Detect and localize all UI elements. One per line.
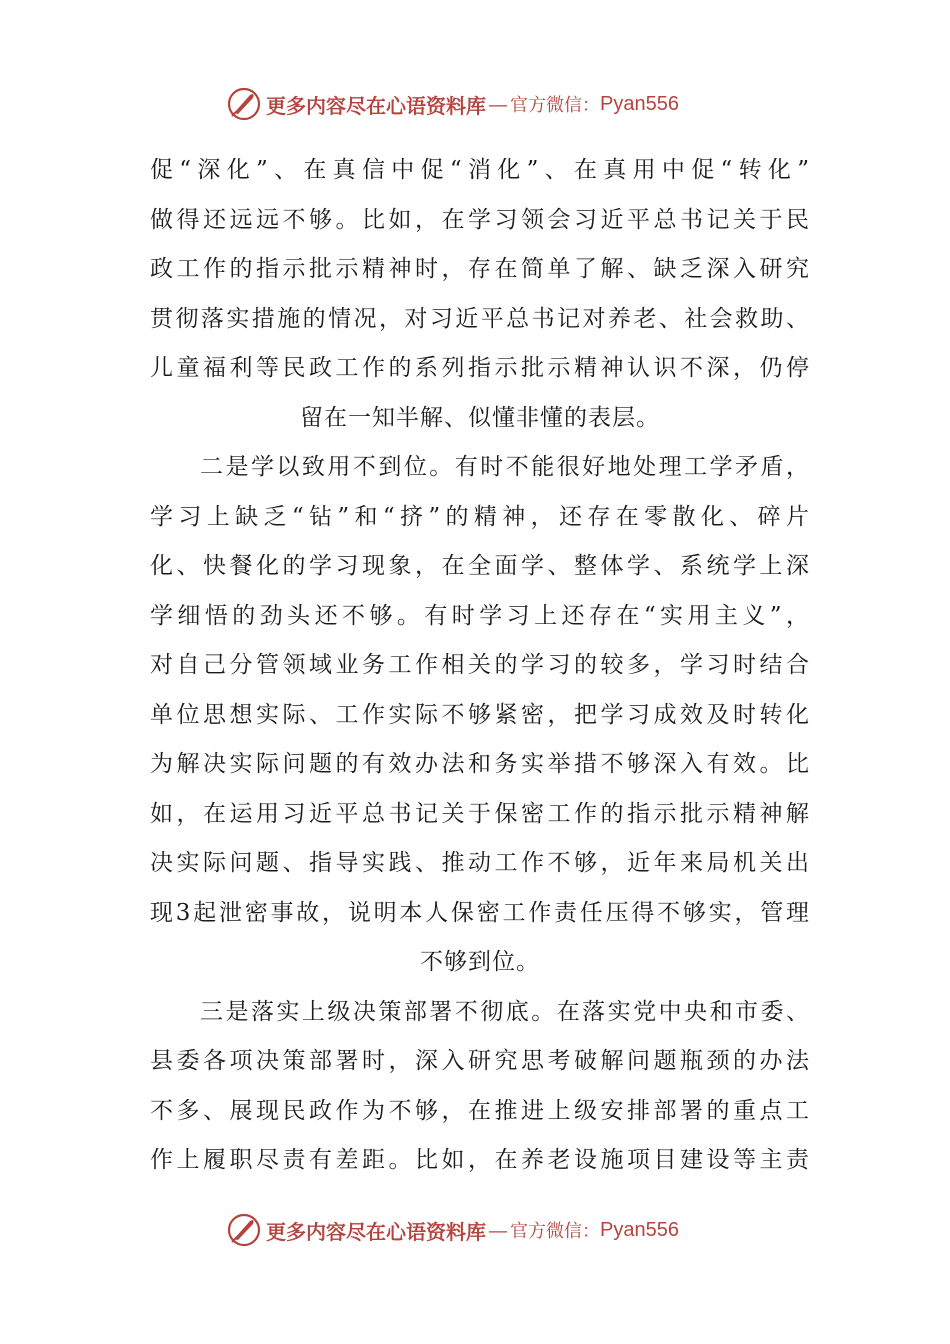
text-line: 留在一知半解、似懂非懂的表层。 [300,404,660,431]
text-line: 现3起泄密事故，说明本人保密工作责任压得不够实，管理 [150,899,810,926]
text-line: 县委各项决策部署时，深入研究思考破解问题瓶颈的办法 [150,1048,810,1074]
paragraph-heading-line: 三是落实上级决策部署不彻底。在落实党中央和市委、 [200,998,810,1025]
banner-wechat-label: 官方微信： [510,1221,600,1242]
text-line: 学习上缺乏“钻”和“挤”的精神，还存在零散化、碎片 [150,503,810,530]
text-line: 单位思想实际、工作实际不够紧密，把学习成效及时转化 [150,701,810,728]
text-line: 贯彻落实措施的情况，对习近平总书记对养老、社会救助、 [150,305,810,332]
text-line: 政工作的指示批示精神时，存在简单了解、缺乏深入研究 [150,256,810,282]
text-line: 化、快餐化的学习现象，在全面学、整体学、系统学上深 [150,553,810,579]
quill-pen-icon [226,1212,262,1248]
text-line: 不多、展现民政作为不够，在推进上级安排部署的重点工 [150,1097,810,1124]
footer-banner [226,1210,746,1250]
text-line: 对自己分管领域业务工作相关的学习的较多，学习时结合 [150,652,810,678]
banner-site-text: 更多内容尽在心语资料库 [266,1219,486,1244]
quill-pen-icon [226,86,262,122]
text-line: 促“深化”、在真信中促“消化”、在真用中促“转化” [150,157,810,183]
banner-dash: — [488,1218,508,1242]
banner-site-text: 更多内容尽在心语资料库 [266,93,486,118]
text-line: 决实际问题、指导实践、推动工作不够，近年来局机关出 [150,850,810,876]
text-line: 为解决实际问题的有效办法和务实举措不够深入有效。比 [150,751,810,777]
text-line: 如，在运用习近平总书记关于保密工作的指示批示精神解 [150,800,810,827]
banner-dash: — [488,92,508,116]
text-line: 作上履职尽责有差距。比如，在养老设施项目建设等主责 [150,1147,810,1173]
text-line: 学细悟的劲头还不够。有时学习上还存在“实用主义”， [150,602,810,629]
text-line: 做得还远远不够。比如，在学习领会习近平总书记关于民 [150,206,810,233]
banner-wechat-id: Pyan556 [600,92,679,115]
text-line: 儿童福利等民政工作的系列指示批示精神认识不深，仍停 [150,355,810,381]
banner-wechat-id: Pyan556 [600,1218,679,1241]
paragraph-heading-line: 二是学以致用不到位。有时不能很好地处理工学矛盾， [200,454,810,480]
header-banner [226,84,746,124]
text-line: 不够到位。 [420,949,540,975]
document-body [150,146,810,1186]
banner-wechat-label: 官方微信： [510,95,600,116]
